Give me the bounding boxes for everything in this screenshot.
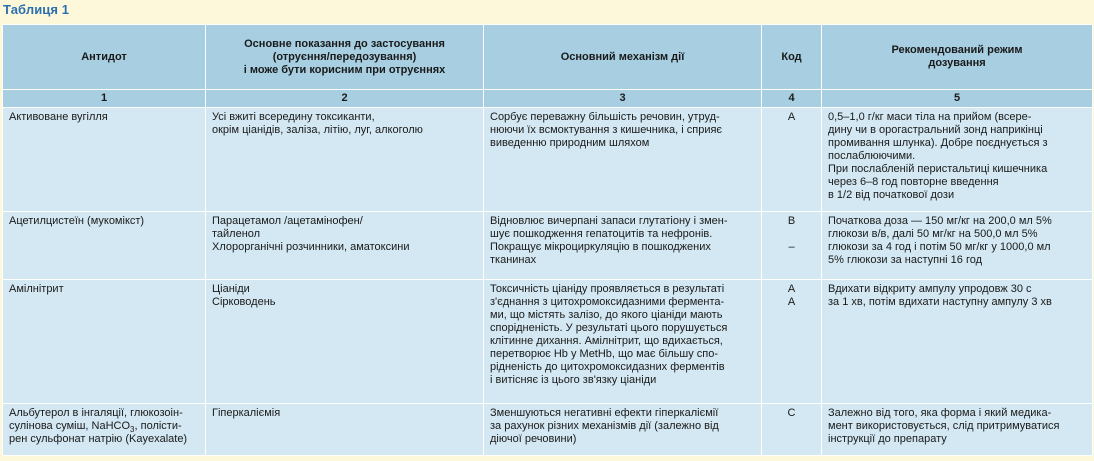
cell-line: глюкози в/в, далі 50 мг/кг на 500,0 мл 5%: [828, 228, 1038, 240]
cell-code: [762, 404, 822, 456]
header-indication: [206, 25, 484, 90]
header-indication-line: і може бути корисним при отруєннях: [243, 63, 446, 76]
cell-line: окрім ціанідів, заліза, літію, луг, алкоголю: [212, 124, 423, 136]
cell-line: 5% глюкози за наступні 16 год: [828, 254, 983, 266]
cell-antidote: [3, 280, 206, 404]
cell-line: з'єднання з цитохромоксидазними фермента-: [490, 296, 725, 308]
column-number: 4: [762, 90, 822, 108]
cell-line: –: [788, 241, 795, 253]
column-number: 2: [206, 90, 484, 108]
column-number: 3: [484, 90, 762, 108]
cell-line: Ціаніди: [212, 283, 250, 295]
cell-line: ми, що містять залізо, до якого ціаніди мають: [490, 309, 723, 321]
cell-dosage: [822, 280, 1093, 404]
cell-mechanism: [484, 212, 762, 280]
cell-line: послаблюючими.: [828, 150, 916, 162]
column-number: 1: [3, 90, 206, 108]
cell-antidote: [3, 108, 206, 212]
cell-mechanism: [484, 404, 762, 456]
header-mechanism: Основний механізм дії: [484, 25, 762, 90]
cell-line: C: [787, 407, 796, 419]
cell-line: Токсичність ціаніду проявляється в результаті: [490, 283, 725, 295]
column-number-row: [3, 90, 1093, 108]
cell-indication: [206, 280, 484, 404]
cell-dosage: [822, 212, 1093, 280]
cell-antidote: [3, 404, 206, 456]
cell-line: Парацетамол /ацетамінофен/: [212, 215, 363, 227]
table-row: [3, 280, 1093, 404]
cell-line: Зменшуються негативні ефекти гіперкаліємії: [490, 407, 719, 419]
subscript: 3: [130, 425, 135, 434]
cell-antidote: [3, 212, 206, 280]
table-row: [3, 108, 1093, 212]
cell-line: спорідненість. У результаті цього порушується: [490, 322, 728, 334]
header-dosage-line: дозування: [928, 57, 986, 69]
cell-line: Сірководень: [212, 296, 276, 308]
cell-line: Покращує мікроциркуляцію в пошкоджених: [490, 241, 711, 253]
cell-line: Залежно від того, яка форма і який медика-: [828, 407, 1052, 419]
table-row: [3, 212, 1093, 280]
cell-line: Початкова доза — 150 мг/кг на 200,0 мл 5%: [828, 215, 1052, 227]
cell-line: клітинне дихання. Амілнітрит, що вдихається,: [490, 335, 723, 347]
header-dosage-line: Рекомендований режим: [891, 44, 1023, 56]
cell-line: перетворює Hb у MetHb, що має більшу спо-: [490, 348, 719, 360]
cell-line: Активоване вугілля: [9, 111, 108, 123]
cell-line: Ацетилцистеїн (мукомікст): [9, 215, 145, 227]
cell-line: за 1 хв, потім вдихати наступну ампулу 3 хв: [828, 296, 1052, 308]
cell-text: , полісти-: [134, 420, 182, 432]
cell-line: Гіперкаліємія: [212, 407, 281, 419]
cell-line: через 6–8 год повторне введення: [828, 176, 999, 188]
antidote-table: [2, 24, 1093, 456]
cell-line: [9, 420, 199, 433]
cell-line: A: [787, 111, 796, 123]
cell-line: Сорбує переважну більшість речовин, утруд-: [490, 111, 720, 123]
cell-line: промивання шлунка). Добре поєднується з: [828, 137, 1048, 149]
cell-code: [762, 212, 822, 280]
cell-line: Усі вжиті всередину токсиканти,: [212, 111, 375, 123]
cell-line: 0,5–1,0 г/кг маси тіла на прийом (всере-: [828, 111, 1032, 123]
cell-line: діючої речовини): [490, 433, 577, 445]
table-row: [3, 404, 1093, 456]
cell-line: При послабленій перистальтиці кишечника: [828, 163, 1048, 175]
column-number: 5: [822, 90, 1093, 108]
cell-line: рідненість до цитохромоксидазних ферментів: [490, 361, 725, 373]
cell-line: рен сульфонат натрію (Kayexalate): [9, 433, 188, 445]
cell-line: мент використовується, слід притримуватися: [828, 420, 1060, 432]
cell-line: шує пошкодження гепатоцитів та нефронів.: [490, 228, 713, 240]
cell-spacer: [768, 228, 815, 241]
cell-line: A: [787, 296, 796, 308]
cell-line: інструкції до препарату: [828, 433, 947, 445]
cell-line: B: [787, 215, 796, 227]
cell-line: дину чи в орогастральний зонд наприкінці: [828, 124, 1043, 136]
cell-mechanism: [484, 280, 762, 404]
cell-line: тайленол: [212, 228, 261, 240]
header-code: Код: [762, 25, 822, 90]
cell-line: Вдихати відкриту ампулу упродовж 30 с: [828, 283, 1032, 295]
cell-text: сулінова суміш, NaHCO: [9, 420, 131, 432]
cell-indication: [206, 108, 484, 212]
cell-line: тканинах: [490, 254, 537, 266]
cell-code: [762, 280, 822, 404]
table-caption: Таблиця 1: [3, 2, 70, 17]
cell-line: Альбутерол в інгаляції, глюкозоін-: [9, 407, 183, 419]
cell-line: в 1/2 від початкової дози: [828, 189, 955, 201]
cell-line: Амілнітрит: [9, 283, 64, 295]
cell-line: виведенню природним шляхом: [490, 137, 650, 149]
cell-line: глюкози за 4 год і потім 50 мг/кг у 1000,0 мл: [828, 241, 1051, 253]
cell-line: і витісняє із цього зв'язку ціаніди: [490, 374, 657, 386]
cell-line: нюючи їх всмоктування з кишечника, і сприяє: [490, 124, 723, 136]
cell-code: [762, 108, 822, 212]
cell-line: Хлорорганічні розчинники, аматоксини: [212, 241, 410, 253]
cell-line: A: [787, 283, 796, 295]
cell-dosage: [822, 108, 1093, 212]
cell-indication: [206, 212, 484, 280]
header-indication-line: (отруєння/передозування): [272, 50, 417, 63]
header-indication-line: Основне показання до застосування: [244, 37, 445, 50]
cell-indication: [206, 404, 484, 456]
header-dosage: [822, 25, 1093, 90]
cell-dosage: [822, 404, 1093, 456]
header-row: [3, 25, 1093, 90]
header-antidote: Антидот: [3, 25, 206, 90]
cell-line: за рахунок різних механізмів дії (залежно від: [490, 420, 719, 432]
cell-mechanism: [484, 108, 762, 212]
cell-line: Відновлює вичерпані запаси глутатіону і змен-: [490, 215, 728, 227]
